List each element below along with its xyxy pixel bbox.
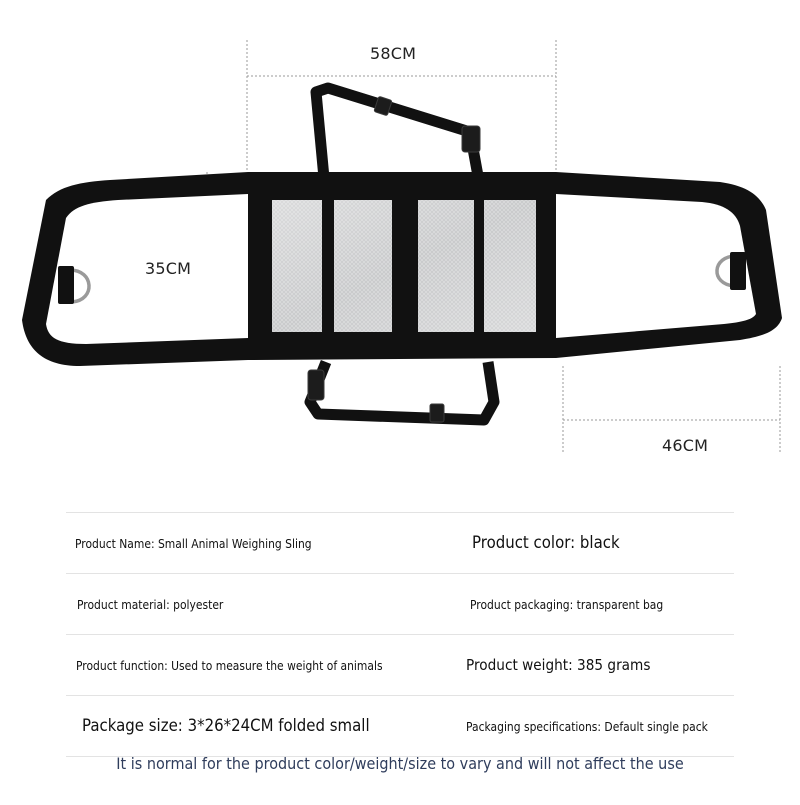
product-name: Product Name: Small Animal Weighing Sling bbox=[75, 535, 312, 551]
product-spec-table bbox=[66, 512, 734, 757]
buckle-icon bbox=[462, 126, 480, 152]
top-handle bbox=[316, 88, 480, 178]
spec-row bbox=[66, 634, 734, 695]
buckle-icon bbox=[308, 370, 324, 400]
spec-row bbox=[66, 512, 734, 573]
product-material: Product material: polyester bbox=[77, 596, 224, 612]
product-function: Product function: Used to measure the weight of animals bbox=[76, 657, 383, 673]
width-dimension-label: 58CM bbox=[370, 44, 417, 63]
package-size: Package size: 3*26*24CM folded small bbox=[82, 716, 370, 736]
product-packaging: Product packaging: transparent bag bbox=[470, 596, 664, 612]
spec-row bbox=[66, 695, 734, 757]
buckle-icon bbox=[430, 404, 444, 422]
spec-row bbox=[66, 573, 734, 634]
packaging-specifications: Packaging specifications: Default single pack bbox=[466, 718, 708, 734]
product-weight: Product weight: 385 grams bbox=[466, 656, 651, 674]
footer-note: It is normal for the product color/weight/size to vary and will not affect the use bbox=[116, 754, 684, 773]
product-color: Product color: black bbox=[472, 533, 620, 553]
sling-body bbox=[22, 172, 782, 366]
strap-dimension-label: 46CM bbox=[662, 436, 709, 455]
bottom-handle bbox=[308, 362, 494, 422]
height-dimension-label: 35CM bbox=[145, 259, 192, 278]
